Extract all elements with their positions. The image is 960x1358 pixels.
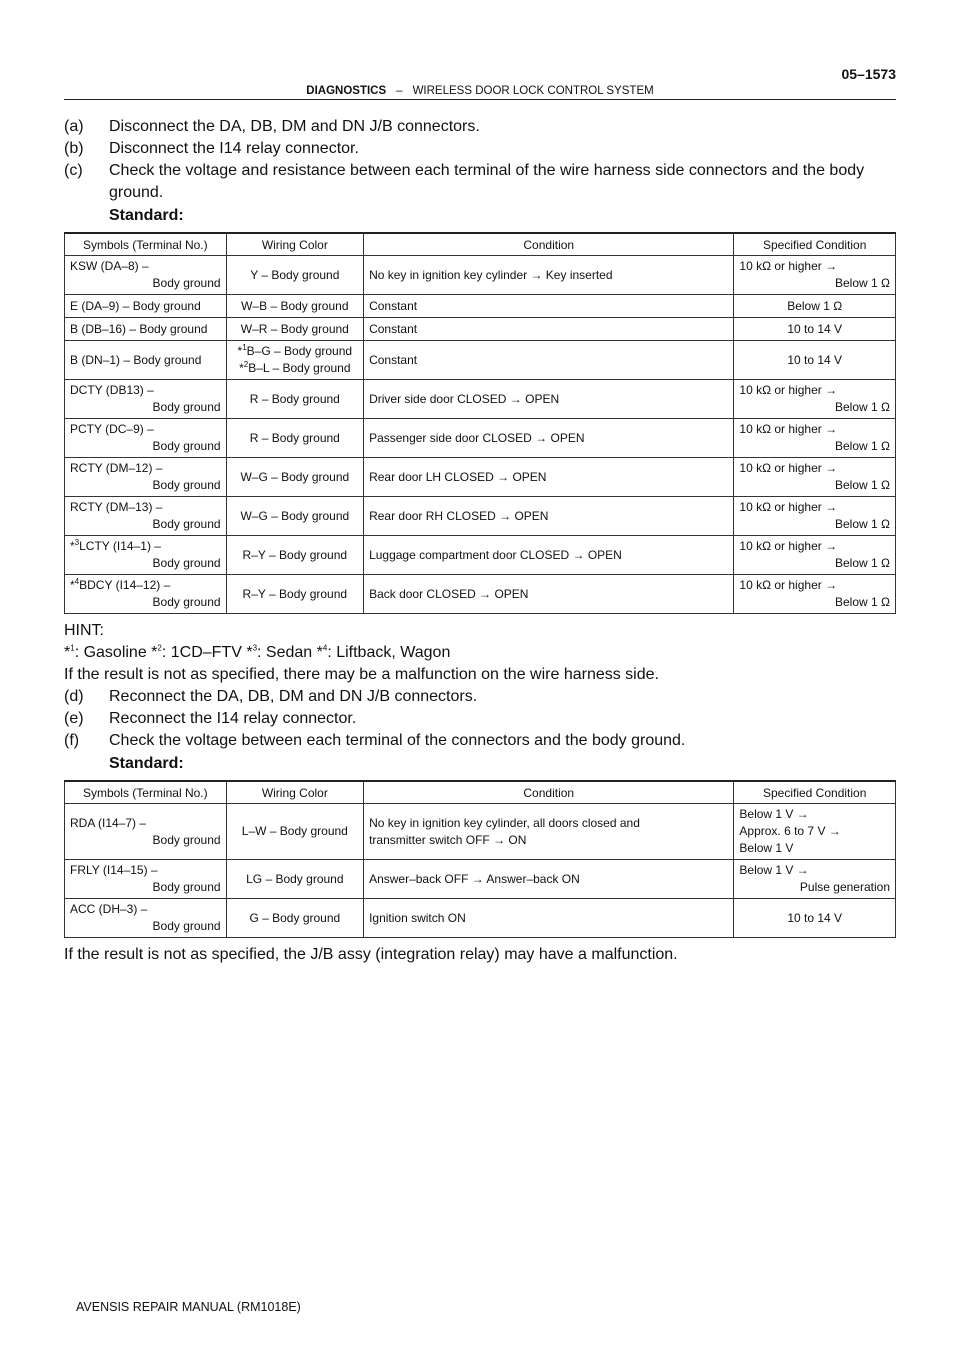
step-text: Disconnect the I14 relay connector. — [109, 140, 359, 157]
step-text: Check the voltage and resistance between each terminal of the wire harness side connectors and the body ground. — [109, 162, 865, 201]
table-row — [65, 380, 896, 419]
spec-value: Approx. 6 to 7 V → — [739, 824, 841, 838]
footnote-number: 3 — [252, 643, 258, 653]
col-specified: Specified Condition — [734, 781, 896, 804]
harness-check-table — [64, 232, 896, 614]
spec-value: Below 1 Ω — [734, 295, 896, 318]
spec-value: 10 to 14 V — [734, 899, 896, 938]
spec-value: Below 1 V — [739, 841, 794, 855]
wiring-color — [232, 343, 358, 360]
spec-value: Below 1 V → — [739, 807, 809, 821]
step-c — [64, 160, 898, 204]
table-row — [65, 899, 896, 938]
terminal-ground: Body ground — [152, 439, 221, 453]
condition: No key in ignition key cylinder, all doors closed and — [369, 815, 640, 830]
spec-value: Below 1 Ω — [835, 595, 890, 609]
table-row — [65, 458, 896, 497]
conclusion-text: If the result is not as specified, the J/B assy (integration relay) may have a malfunction. — [64, 946, 678, 963]
footnote-text: : Liftback, Wagon — [327, 644, 451, 661]
footnote-mark: * — [237, 344, 243, 358]
section-title — [64, 85, 896, 97]
col-condition: Condition — [364, 781, 734, 804]
table-row — [65, 318, 896, 341]
wiring-color: LG – Body ground — [226, 860, 363, 899]
footnote-text: : 1CD–FTV — [161, 644, 247, 661]
footnote-mark: * — [246, 644, 253, 661]
table-row — [65, 536, 896, 575]
terminal-ground: Body ground — [152, 517, 221, 531]
step-b — [64, 138, 898, 160]
title-separator: – — [396, 85, 403, 97]
step-label: (a) — [64, 118, 84, 135]
spec-value: 10 kΩ or higher → — [739, 578, 838, 592]
footnote-ref: 3 — [74, 538, 80, 547]
table-row — [65, 860, 896, 899]
wiring-color: L–W – Body ground — [226, 804, 363, 860]
table-row — [65, 497, 896, 536]
step-label: (c) — [64, 162, 83, 179]
subsection-name: WIRELESS DOOR LOCK CONTROL SYSTEM — [412, 85, 654, 97]
condition: Back door CLOSED → OPEN — [364, 575, 734, 614]
footnote-ref: 4 — [74, 577, 80, 586]
condition: Constant — [364, 295, 734, 318]
footnote-number: 4 — [322, 643, 328, 653]
condition: Rear door LH CLOSED → OPEN — [364, 458, 734, 497]
spec-value: Below 1 Ω — [835, 517, 890, 531]
terminal-ground: Body ground — [152, 919, 221, 933]
step-f — [64, 730, 898, 752]
connector-check-table — [64, 780, 896, 938]
step-text: Disconnect the DA, DB, DM and DN J/B connectors. — [109, 118, 480, 135]
footnote-mark: * — [70, 539, 75, 553]
terminal: B (DB–16) – Body ground — [65, 318, 227, 341]
condition: No key in ignition key cylinder → Key inserted — [364, 256, 734, 295]
footnote-mark: * — [70, 578, 75, 592]
condition: Ignition switch ON — [364, 899, 734, 938]
step-text: Check the voltage between each terminal of the connectors and the body ground. — [109, 732, 686, 749]
condition: Driver side door CLOSED → OPEN — [364, 380, 734, 419]
col-wiring: Wiring Color — [226, 781, 363, 804]
terminal-text: BDCY (I14–12) – — [79, 578, 171, 592]
table-row — [65, 804, 896, 860]
spec-value: 10 kΩ or higher → — [739, 461, 838, 475]
page-number: 05–1573 — [841, 66, 896, 82]
table-row — [65, 575, 896, 614]
terminal-text: LCTY (I14–1) – — [79, 539, 161, 553]
terminal: RDA (I14–7) – — [70, 815, 147, 830]
spec-value: 10 kΩ or higher → — [739, 539, 838, 553]
spec-value: 10 kΩ or higher → — [739, 259, 838, 273]
terminal: E (DA–9) – Body ground — [65, 295, 227, 318]
step-text: Reconnect the I14 relay connector. — [109, 710, 357, 727]
terminal-ground: Body ground — [152, 276, 221, 290]
spec-value: Pulse generation — [799, 880, 890, 894]
spec-value: 10 kΩ or higher → — [739, 500, 838, 514]
spec-value: Below 1 V → — [739, 863, 809, 877]
terminal-ground: Body ground — [152, 595, 221, 609]
wiring-color: R–Y – Body ground — [226, 536, 363, 575]
terminal-ground: Body ground — [152, 880, 221, 894]
terminal: RCTY (DM–13) – — [70, 500, 163, 514]
step-label: (e) — [64, 710, 84, 727]
col-wiring: Wiring Color — [226, 233, 363, 256]
spec-value: Below 1 Ω — [835, 478, 890, 492]
table-row — [65, 256, 896, 295]
terminal: KSW (DA–8) – — [70, 259, 149, 273]
page-body — [64, 116, 898, 966]
footnote-text: : Sedan — [257, 644, 317, 661]
footnote-mark: * — [316, 644, 323, 661]
table-row — [65, 419, 896, 458]
terminal: B (DN–1) – Body ground — [65, 341, 227, 380]
spec-value: 10 kΩ or higher → — [739, 383, 838, 397]
step-a — [64, 116, 898, 138]
step-text: Reconnect the DA, DB, DM and DN J/B connectors. — [109, 688, 478, 705]
footnote-mark: * — [239, 361, 244, 375]
condition: Luggage compartment door CLOSED → OPEN — [364, 536, 734, 575]
step-label: (f) — [64, 732, 80, 749]
footnote-text: : Gasoline — [74, 644, 152, 661]
spec-value: 10 to 14 V — [734, 318, 896, 341]
col-symbols: Symbols (Terminal No.) — [65, 233, 227, 256]
terminal-ground: Body ground — [152, 478, 221, 492]
section-name: DIAGNOSTICS — [306, 85, 387, 97]
footnote-mark: * — [151, 644, 158, 661]
wiring-color: Y – Body ground — [226, 256, 363, 295]
wire-text: B–G – Body ground — [246, 344, 353, 358]
spec-value: Below 1 Ω — [835, 439, 890, 453]
standard-label: Standard: — [109, 755, 184, 772]
terminal-ground: Body ground — [152, 832, 221, 847]
hint-malfunction: If the result is not as specified, there may be a malfunction on the wire harness side. — [64, 666, 659, 683]
terminal-ground: Body ground — [152, 400, 221, 414]
wire-text: B–L – Body ground — [248, 361, 351, 375]
spec-value: 10 to 14 V — [734, 341, 896, 380]
terminal — [70, 538, 221, 555]
table-header-row — [65, 781, 896, 804]
wiring-color: W–R – Body ground — [226, 318, 363, 341]
hint-title: HINT: — [64, 622, 104, 639]
terminal: PCTY (DC–9) – — [70, 422, 154, 436]
footnote-mark: * — [64, 644, 71, 661]
wiring-color: W–G – Body ground — [226, 497, 363, 536]
footnote-number: 2 — [157, 643, 162, 653]
condition: Passenger side door CLOSED → OPEN — [364, 419, 734, 458]
col-symbols: Symbols (Terminal No.) — [65, 781, 227, 804]
condition: transmitter switch OFF → ON — [369, 832, 527, 847]
table-header-row — [65, 233, 896, 256]
step-e — [64, 708, 898, 730]
step-label: (b) — [64, 140, 84, 157]
footnote-ref: 1 — [242, 343, 247, 352]
step-d — [64, 686, 898, 708]
spec-value: Below 1 Ω — [835, 400, 890, 414]
manual-footer: AVENSIS REPAIR MANUAL (RM1018E) — [76, 1300, 301, 1314]
col-specified: Specified Condition — [734, 233, 896, 256]
wiring-color: G – Body ground — [226, 899, 363, 938]
standard-label: Standard: — [109, 207, 184, 224]
condition: Constant — [364, 318, 734, 341]
spec-value: Below 1 Ω — [835, 276, 890, 290]
condition: Answer–back OFF → Answer–back ON — [364, 860, 734, 899]
col-condition: Condition — [364, 233, 734, 256]
condition: Constant — [364, 341, 734, 380]
wiring-color: R–Y – Body ground — [226, 575, 363, 614]
terminal: DCTY (DB13) – — [70, 383, 154, 397]
spec-value: 10 kΩ or higher → — [739, 422, 838, 436]
wiring-color: R – Body ground — [226, 419, 363, 458]
terminal-ground: Body ground — [152, 556, 221, 570]
table-row — [65, 341, 896, 380]
page-header — [64, 64, 896, 98]
wiring-color: W–B – Body ground — [226, 295, 363, 318]
terminal: RCTY (DM–12) – — [70, 461, 163, 475]
wiring-color — [232, 360, 358, 377]
terminal — [70, 577, 221, 594]
footnote-ref: 2 — [243, 360, 249, 369]
wiring-color: R – Body ground — [226, 380, 363, 419]
hint-footnotes — [64, 642, 898, 664]
terminal: ACC (DH–3) – — [70, 902, 148, 916]
wiring-color: W–G – Body ground — [226, 458, 363, 497]
footnote-number: 1 — [70, 643, 75, 653]
condition: Rear door RH CLOSED → OPEN — [364, 497, 734, 536]
table-row — [65, 295, 896, 318]
terminal: FRLY (I14–15) – — [70, 863, 158, 877]
spec-value: Below 1 Ω — [835, 556, 890, 570]
header-rule — [64, 99, 896, 100]
step-label: (d) — [64, 688, 84, 705]
